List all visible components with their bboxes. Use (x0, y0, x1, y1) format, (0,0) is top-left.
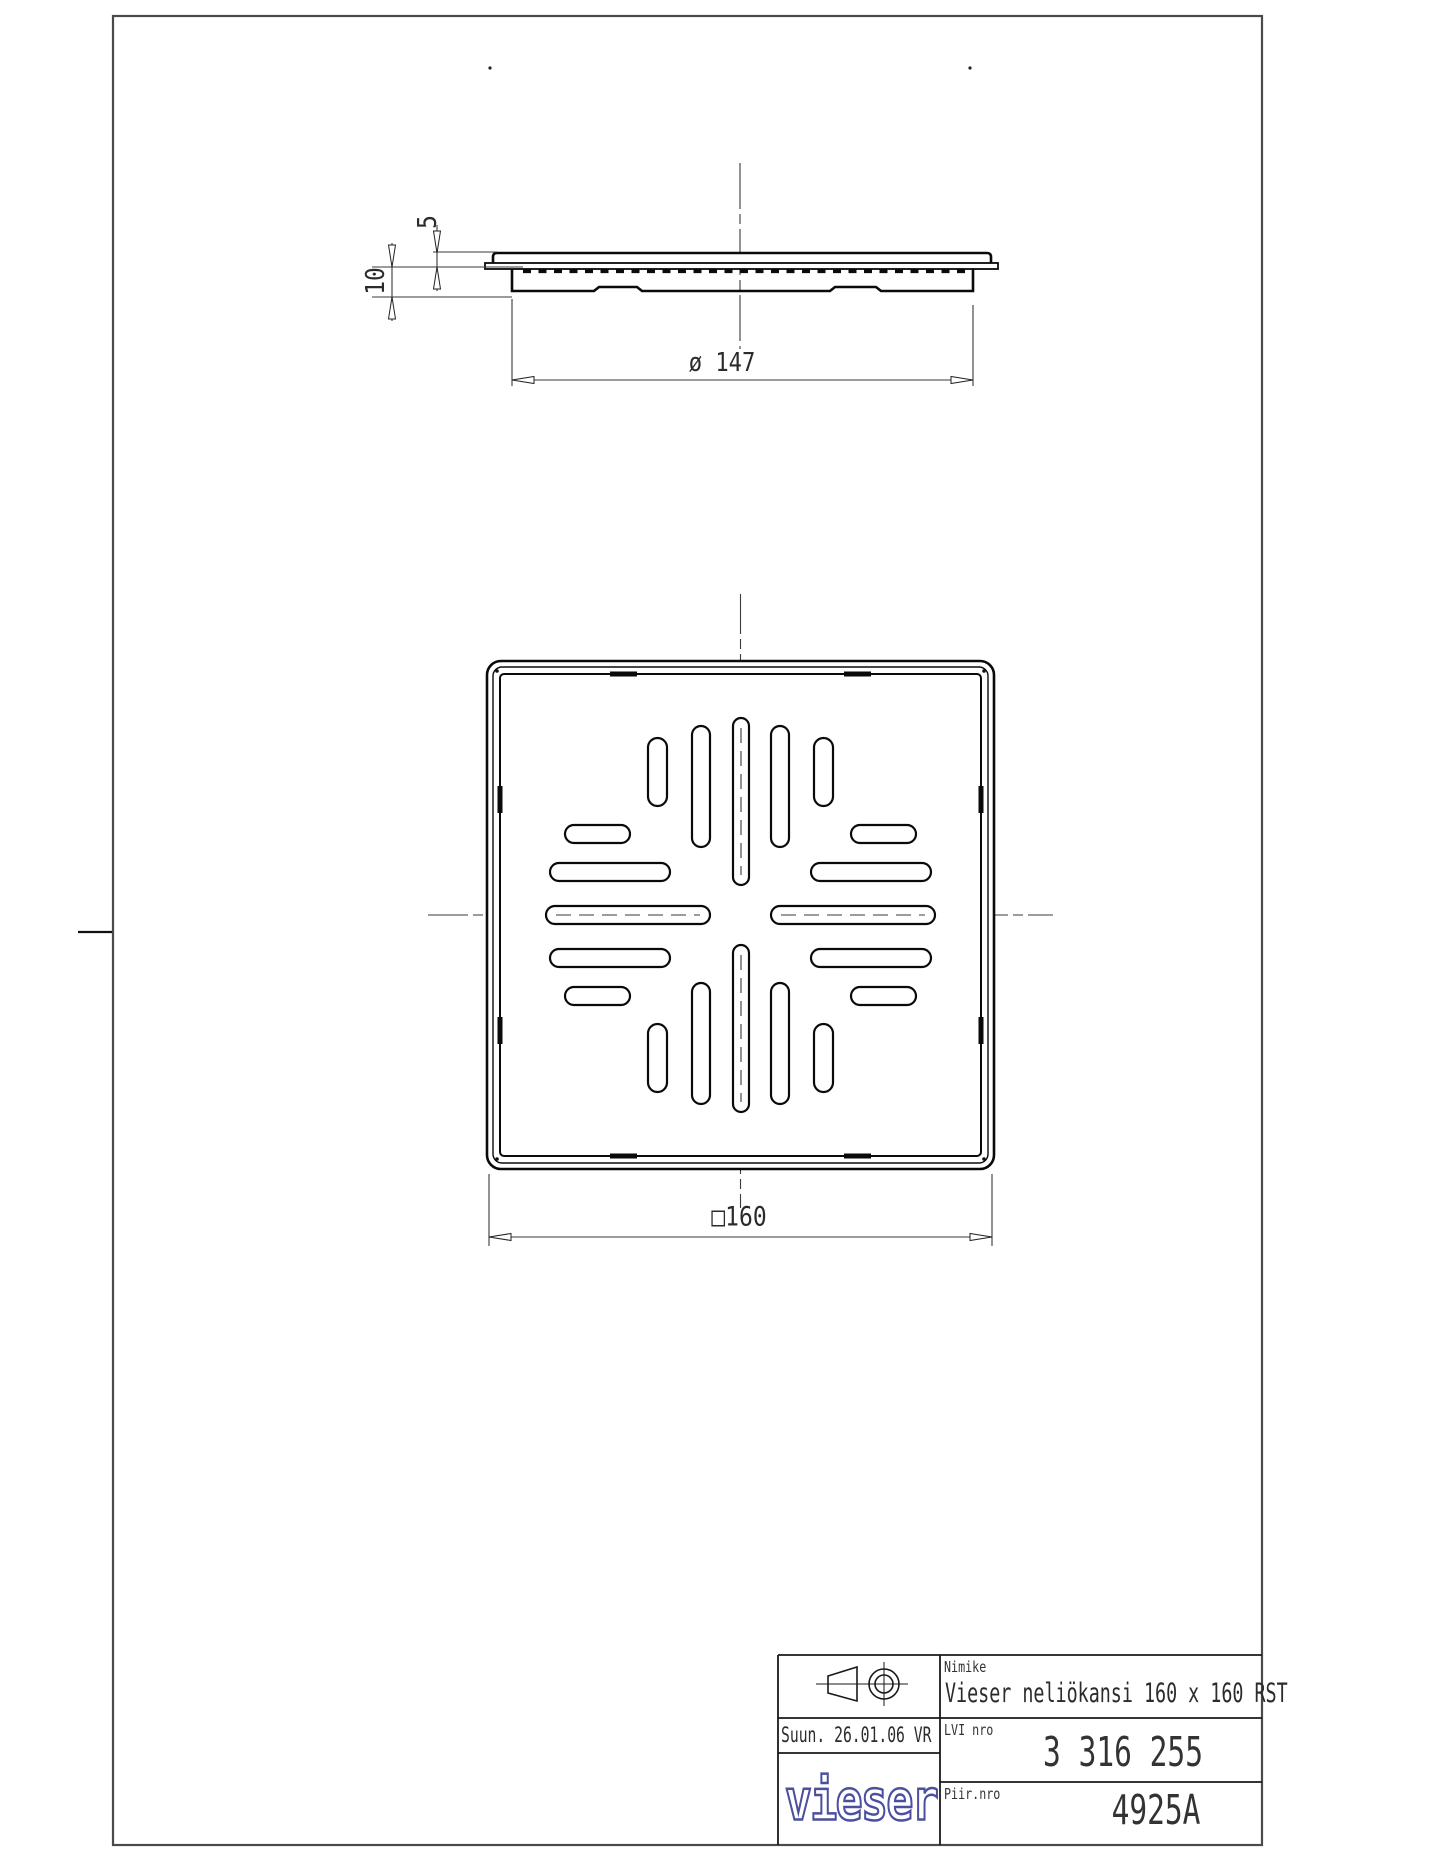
piir-number: 4925A (1111, 1786, 1201, 1834)
front-view (428, 594, 1053, 1246)
corner-mark (495, 1157, 499, 1161)
corner-mark (982, 1157, 986, 1161)
lvi-label: LVI nro (944, 1721, 994, 1739)
cover-plate-profile (493, 253, 991, 263)
dim-arrow (434, 267, 441, 289)
registration-dot (488, 66, 491, 69)
corner-mark (982, 669, 986, 673)
dim-arrow (951, 377, 973, 384)
piir-label: Piir.nro (944, 1785, 1001, 1803)
nimike-label: Nimike (944, 1658, 987, 1676)
dim-arrow (434, 231, 441, 253)
side-view (372, 163, 998, 386)
dim-arrow (389, 245, 396, 267)
dim-label-diameter: ø 147 (688, 348, 756, 378)
dim-arrow (489, 1234, 511, 1241)
dim-arrow (389, 297, 396, 319)
first-angle-projection-icon (816, 1662, 908, 1706)
dim-label-square: □160 (711, 1201, 767, 1233)
dim-arrow (970, 1234, 992, 1241)
dim-label-thickness: 5 (413, 215, 443, 229)
dim-arrow (512, 377, 534, 384)
designer-date: Suun. 26.01.06 VR (781, 1723, 932, 1747)
vieser-logo: vieser (784, 1768, 938, 1834)
registration-dot (968, 66, 971, 69)
cover-lip-profile (485, 263, 998, 269)
dim-label-height: 10 (361, 267, 391, 295)
lvi-number: 3 316 255 (1043, 1728, 1203, 1776)
corner-mark (495, 669, 499, 673)
nimike-value: Vieser neliökansi 160 x 160 RST (945, 1678, 1288, 1709)
